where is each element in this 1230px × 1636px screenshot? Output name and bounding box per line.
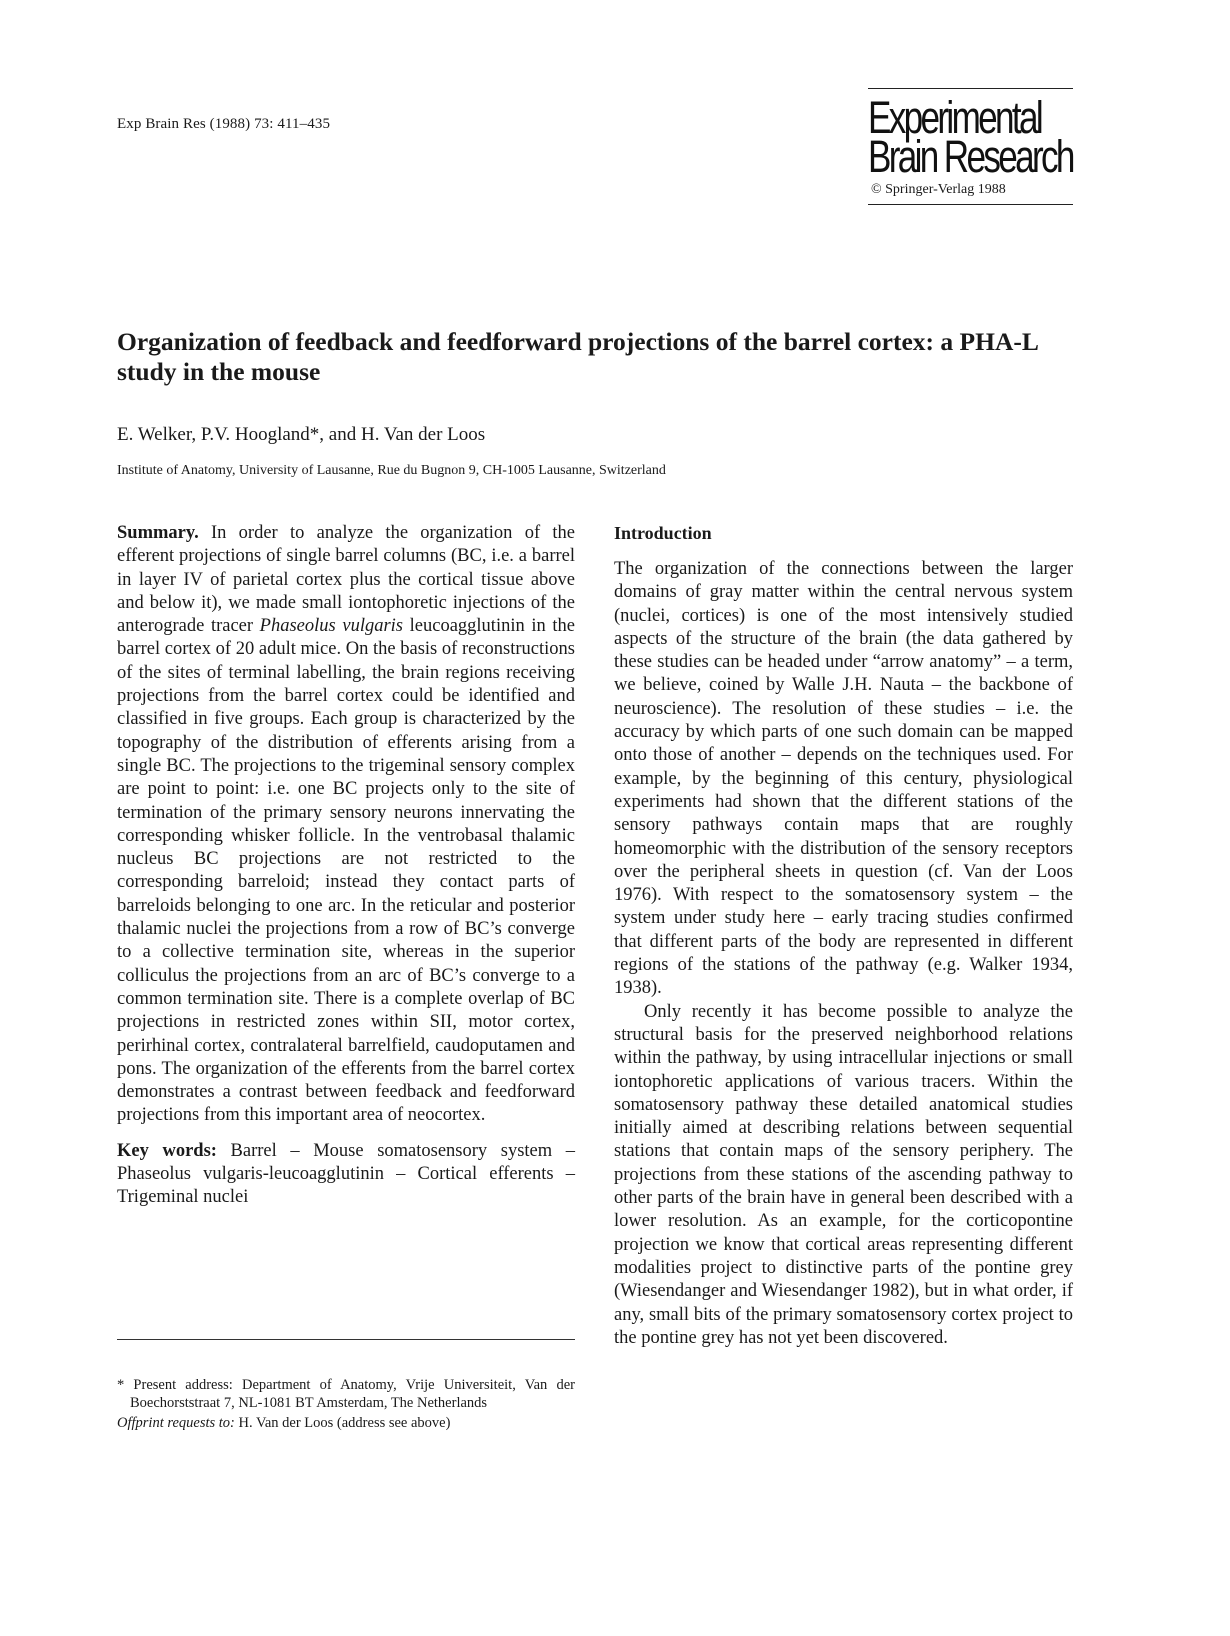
left-column bbox=[117, 522, 575, 1210]
journal-name bbox=[868, 92, 1073, 182]
summary-paragraph bbox=[117, 522, 575, 1128]
keywords-label: Key words: bbox=[117, 1140, 217, 1161]
journal-citation: Exp Brain Res (1988) 73: 411–435 bbox=[117, 116, 331, 132]
article-authors: E. Welker, P.V. Hoogland*, and H. Van der Loos bbox=[117, 424, 486, 445]
introduction-paragraph-2: Only recently it has become possible to analyze the structural basis for the preserved neighborhood relations within the pathway, by using intracellular injections or small iontophoretic applications of various tracers. Within the somatosensory pathway these detailed anatomical studies initially aimed at describing relations between sequential stations that contain maps of the sensory periphery. The projections from these stations of the ascending pathway to other parts of the brain have in general been described with a lower resolution. As an example, for the corticopontine projection we know that cortical areas representing different modalities project to distinctive parts of the pontine grey (Wiesendanger and Wiesendanger 1982), but in what order, if any, small bits of the primary somatosensory cortex project to the pontine grey has not yet been discovered. bbox=[614, 1001, 1073, 1348]
offprint-footnote bbox=[117, 1414, 575, 1432]
footnote-divider bbox=[117, 1339, 575, 1340]
article-title: Organization of feedback and feedforward projections of the barrel cortex: a PHA-L study in the mouse bbox=[117, 327, 1038, 386]
journal-name-line1: Experimental bbox=[868, 92, 1042, 143]
summary-label: Summary. bbox=[117, 523, 199, 543]
footnotes bbox=[117, 1376, 575, 1432]
offprint-label: Offprint requests to: bbox=[117, 1415, 235, 1431]
introduction-paragraph-1: The organization of the connections between the larger domains of gray matter within the central nervous system (nuclei, cortices) is one of the most intensively studied aspects of the structure of the brain (the data gathered by these studies can be headed under “arrow anatomy” – a term, we believe, coined by Walle J.H. Nauta – the backbone of neuroscience). The resolution of these studies – i.e. the accuracy by which parts of one such domain can be mapped onto those of another – depends on the techniques used. For example, by the beginning of this century, physiological experiments had shown that the different stations of the sensory pathways contain maps that are roughly homeomorphic with the distribution of the sensory receptors over the peripheral sheets in question (cf. Van der Loos 1976). With respect to the somatosensory system – the system under study here – early tracing studies confirmed that different parts of the body are represented in different regions of the stations of the pathway (e.g. Walker 1934, 1938). bbox=[614, 559, 1073, 999]
keywords-paragraph bbox=[117, 1140, 575, 1210]
introduction-heading: Introduction bbox=[614, 523, 712, 543]
summary-species-name: Phaseolus vulgaris bbox=[259, 616, 403, 637]
logo-bottom-rule bbox=[868, 204, 1073, 205]
author-affiliation: Institute of Anatomy, University of Lausanne, Rue du Bugnon 9, CH-1005 Lausanne, Switzerland bbox=[117, 463, 666, 478]
right-column bbox=[614, 522, 1073, 1350]
logo-top-rule bbox=[868, 88, 1073, 89]
offprint-text: H. Van der Loos (address see above) bbox=[234, 1415, 451, 1431]
journal-name-line2: Brain Research bbox=[868, 131, 1073, 182]
present-address-footnote: * Present address: Department of Anatomy, Vrije Universiteit, Van der Boechorststraat 7, NL-1081 BT Amsterdam, The Netherlands bbox=[117, 1377, 575, 1411]
copyright-notice: © Springer-Verlag 1988 bbox=[871, 182, 1006, 197]
keywords-text: Barrel – Mouse somatosensory system – Phaseolus vulgaris-leucoagglutinin – Cortical efferents – Trigeminal nuclei bbox=[117, 1140, 576, 1208]
summary-text-part2: leucoagglutinin in the barrel cortex of 20 adult mice. On the basis of reconstructions of the sites of terminal labelling, the brain regions receiving projections from the barrel cortex could be identified and classified in five groups. Each group is characterized by the topography of the distribution of efferents arising from a single BC. The projections to the trigeminal sensory complex are point to point: i.e. one BC projects only to the site of termination of the primary sensory neurons innervating the corresponding whisker follicle. In the ventrobasal thalamic nucleus BC projections are not restricted to the corresponding barreloid; instead they contact parts of barreloids belonging to one arc. In the reticular and posterior thalamic nuclei the projections from a row of BC’s converge to a collective termination site, whereas in the superior colliculus the projections from an arc of BC’s converge to a common termination site. There is a complete overlap of BC projections in restricted zones within SII, motor cortex, perirhinal cortex, contralateral barrelfield, caudoputamen and pons. The organization of the efferents from the barrel cortex demonstrates a contrast between feedback and feedforward projections from this important area of neocortex. bbox=[117, 616, 575, 1126]
journal-logo bbox=[868, 88, 1073, 205]
summary-text-part1: In order to analyze the organization of the efferent projections of single barrel columns (BC, i.e. a barrel in layer IV of parietal cortex plus the cortical tissue above and below it), we made small iontophoretic injections of the anterograde tracer bbox=[117, 523, 575, 637]
